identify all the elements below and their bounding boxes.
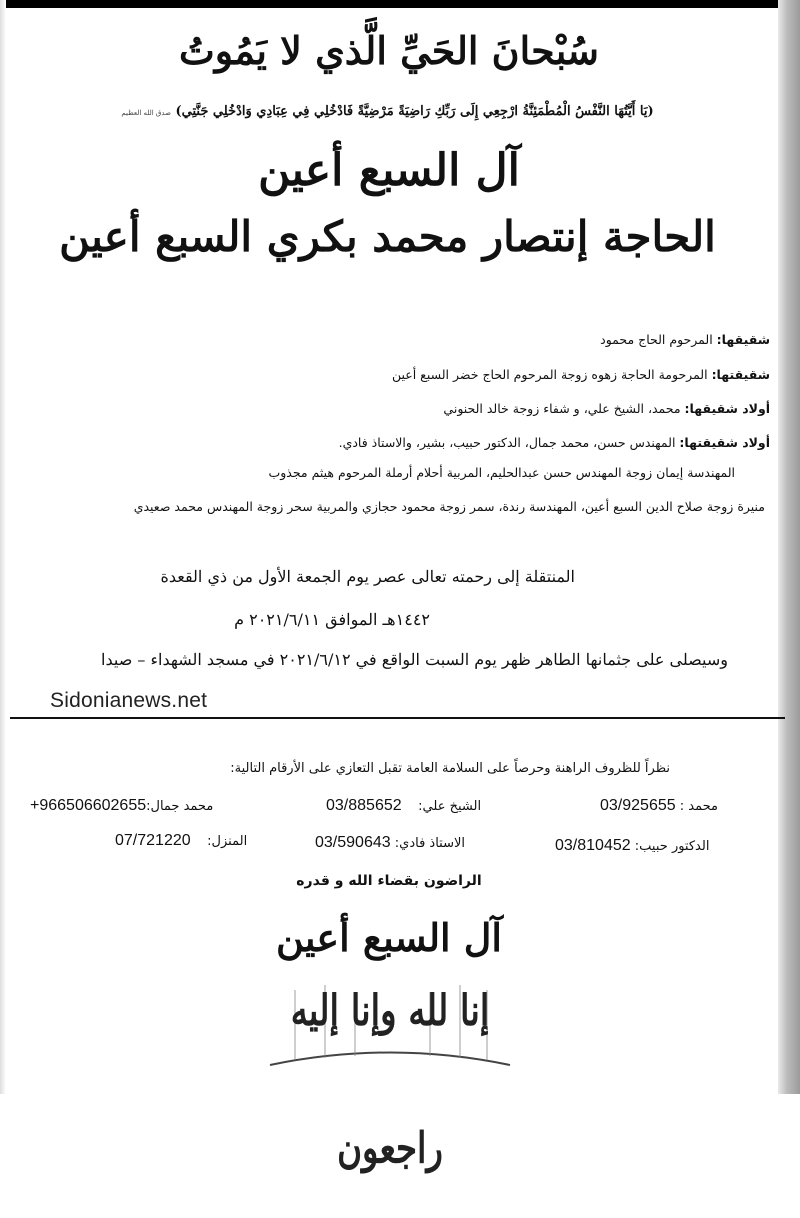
contact-entry [30,797,213,815]
header-title: سُبْحانَ الحَيِّ الَّذي لا يَمُوتُ [178,28,600,73]
relative-label: أولاد شقيقها: [684,401,770,416]
relative-line [443,401,770,416]
acceptance-line: الراضون بقضاء الله و قدره [296,873,482,889]
relative-line [600,332,770,347]
calligraphy-text: إنا لله وإنا إليه راجعون [290,986,490,1174]
relative-text: المهندس حسن، محمد جمال، الدكتور حبيب، بشير، والاستاذ فادي. [338,435,680,450]
contact-phone: 03/925655 [600,797,676,814]
relative-label: أولاد شقيقتها: [679,435,770,450]
contact-label: محمد جمال: [146,799,214,814]
relative-text: محمد، الشيخ علي، و شفاء زوجة خالد الحنوني [443,401,685,416]
relative-line [339,435,770,450]
contact-label: الدكتور حبيب: [634,839,710,854]
contact-entry [600,797,718,815]
death-date-line: المنتقلة إلى رحمته تعالى عصر يوم الجمعة الأول من ذي القعدة [160,567,575,586]
quran-verse [30,104,745,119]
deceased-name: الحاجة إنتصار محمد بكري السبع أعين [59,212,716,261]
contact-phone: 07/721220 [115,832,191,849]
contact-label: محمد : [679,799,718,814]
relative-line-continued: منيرة زوجة صلاح الدين السبع أعين، المهندسة رندة، سمر زوجة محمود حجازي والمربية سحر زوجة المهندس محمد صعيدي [133,499,765,514]
section-divider [10,717,785,719]
watermark: Sidonianews.net [50,689,208,712]
contact-entry [315,834,465,852]
relative-line [392,367,770,382]
verse-reference: صدق الله العظيم [121,109,171,117]
relative-text: المرحومة الحاجة زهوه زوجة المرحوم الحاج خضر السبع أعين [391,367,712,382]
verse-text: (يَا أَيَّتُهَا النَّفْسُ الْمُطْمَئِنَّةُ ارْجِعِي إِلَى رَبِّكِ رَاضِيَةً مَرْضِيَّةً فَادْخُلِي فِي عِبَادِي وَادْخُلِي جَنَّتِي) [175,104,654,119]
relative-text: المرحوم الحاج محمود [600,332,717,347]
contact-label: الاستاذ فادي: [394,836,466,851]
contact-phone: 03/810452 [555,837,631,854]
family-name-footer: آل السبع أعين [276,915,502,960]
right-edge-shadow [778,0,800,1094]
relative-line-continued: المهندسة إيمان زوجة المهندس حسن عبدالحليم، المربية أحلام أرملة المرحوم هيثم مجذوب [268,465,735,480]
condolence-intro: نظراً للظروف الراهنة وحرصاً على السلامة العامة تقبل التعازي على الأرقام التالية: [230,761,670,776]
contact-phone: 03/885652 [326,797,402,814]
relative-label: شقيقها: [716,332,770,347]
contact-entry [326,797,481,815]
contact-label: الشيخ علي: [418,799,482,814]
contact-phone: 03/590643 [315,834,391,851]
family-name: آل السبع أعين [258,145,520,196]
top-border [0,0,800,8]
relative-label: شقيقتها: [711,367,770,382]
death-date-gregorian: ١٤٤٢هـ الموافق ٢٠٢١/٦/١١ م [234,610,430,629]
contact-phone: +966506602655 [30,797,147,814]
contact-entry [115,832,247,850]
calligraphy-emblem [255,970,525,1174]
funeral-prayer-line: وسيصلى على جثمانها الطاهر ظهر يوم السبت الواقع في ٢٠٢١/٦/١٢ في مسجد الشهداء – صيدا [101,650,728,669]
contact-label: المنزل: [207,834,248,849]
contact-entry [555,837,709,855]
